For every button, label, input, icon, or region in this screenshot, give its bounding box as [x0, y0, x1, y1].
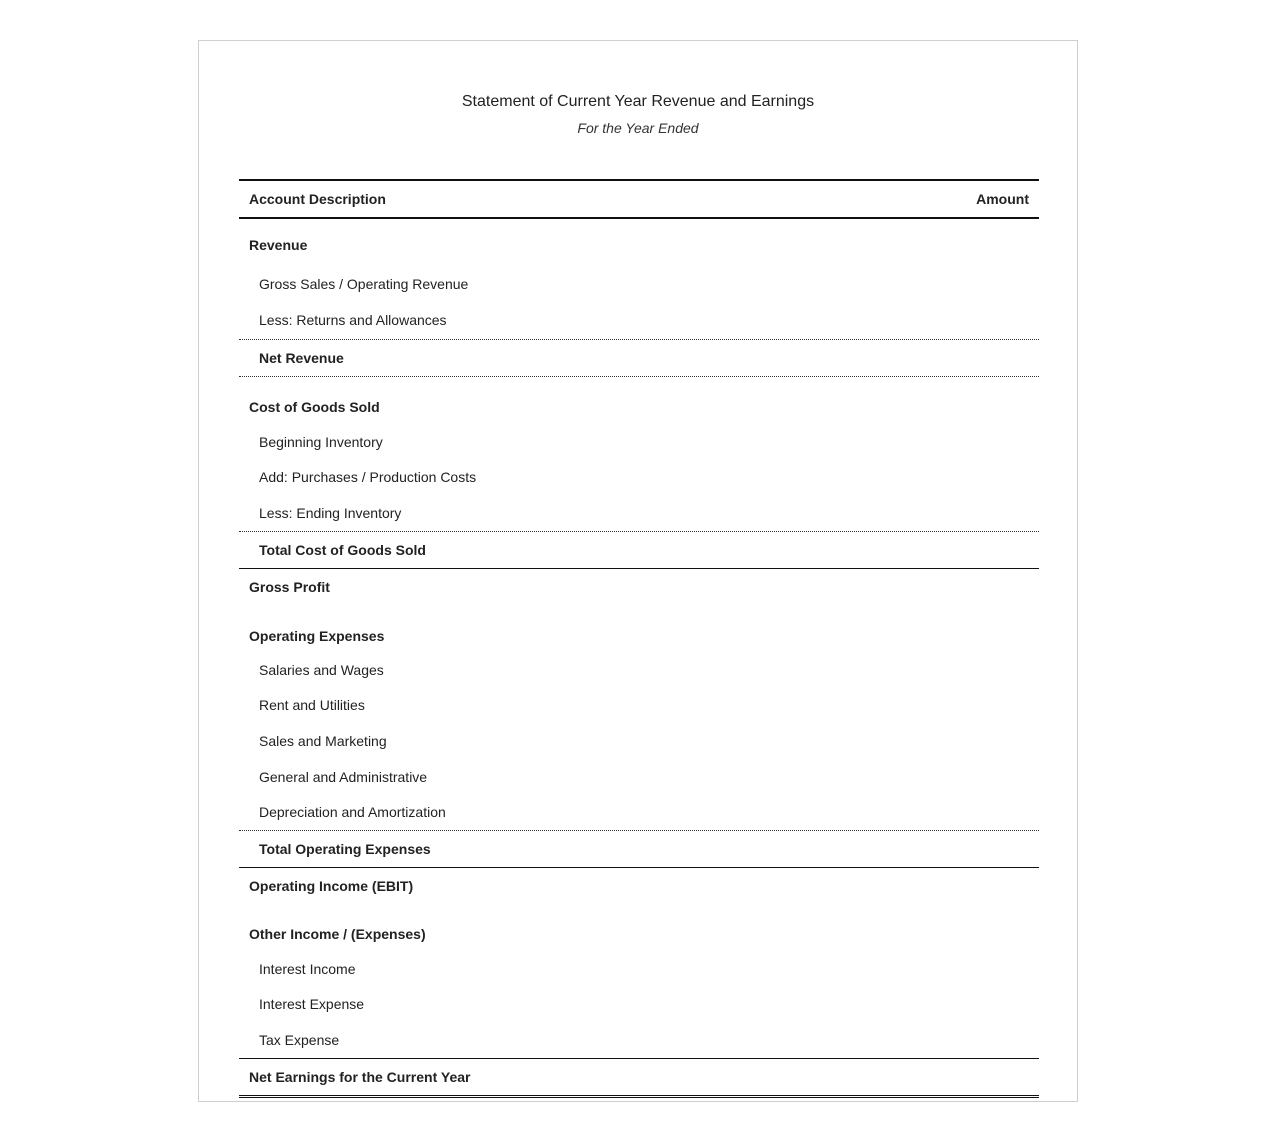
section-heading-revenue	[239, 219, 1039, 267]
subtotal-row-net-revenue	[239, 340, 1039, 377]
row-label: Rent and Utilities	[259, 697, 365, 713]
row-label: Gross Profit	[249, 579, 330, 595]
table-row	[239, 986, 1039, 1022]
total-row-gross-profit	[239, 569, 1039, 605]
row-label: Gross Sales / Operating Revenue	[259, 276, 469, 292]
section-heading-label: Revenue	[249, 237, 308, 253]
statement-title: Statement of Current Year Revenue and Earnings	[461, 93, 815, 110]
row-label: Salaries and Wages	[259, 662, 384, 678]
row-label: Net Revenue	[259, 350, 344, 366]
row-label: Interest Income	[259, 961, 356, 977]
table-row	[239, 723, 1039, 759]
statement-table	[239, 179, 1039, 1098]
row-label: Total Cost of Goods Sold	[259, 542, 426, 558]
row-label: Add: Purchases / Production Costs	[259, 469, 477, 485]
table-row	[239, 952, 1039, 986]
section-heading-label: Operating Expenses	[249, 628, 385, 644]
row-label: Less: Returns and Allowances	[259, 312, 447, 328]
total-row-ebit	[239, 868, 1039, 904]
table-row	[239, 653, 1039, 687]
section-heading-label: Cost of Goods Sold	[249, 399, 380, 415]
section-heading-label: Other Income / (Expenses)	[249, 926, 426, 942]
row-label: Less: Ending Inventory	[259, 505, 402, 521]
row-label: Beginning Inventory	[259, 434, 383, 450]
table-row	[239, 495, 1039, 532]
column-header-description: Account Description	[249, 191, 386, 207]
table-header	[239, 179, 1039, 219]
subtotal-row-cogs	[239, 532, 1039, 569]
row-label: Depreciation and Amortization	[259, 804, 446, 820]
table-row	[239, 301, 1039, 340]
row-label: Total Operating Expenses	[259, 841, 431, 857]
statement-sheet	[198, 40, 1078, 1102]
subtotal-row-opex	[239, 831, 1039, 868]
column-header-amount: Amount	[976, 191, 1029, 207]
row-label: Operating Income (EBIT)	[249, 878, 414, 894]
table-row	[239, 759, 1039, 794]
row-label: Sales and Marketing	[259, 733, 387, 749]
table-row	[239, 687, 1039, 723]
row-label: General and Administrative	[259, 768, 428, 785]
row-label: Tax Expense	[259, 1032, 340, 1048]
section-heading-cogs	[239, 377, 1039, 425]
table-row	[239, 425, 1039, 459]
section-heading-other	[239, 904, 1039, 952]
row-label: Interest Expense	[259, 996, 365, 1012]
table-row	[239, 459, 1039, 495]
table-row	[239, 1022, 1039, 1059]
total-row-net-earnings	[239, 1059, 1039, 1098]
section-heading-opex	[239, 605, 1039, 653]
table-row	[239, 794, 1039, 831]
row-label: Net Earnings for the Current Year	[249, 1069, 471, 1085]
statement-subtitle: For the Year Ended	[577, 120, 699, 136]
table-row	[239, 267, 1039, 301]
